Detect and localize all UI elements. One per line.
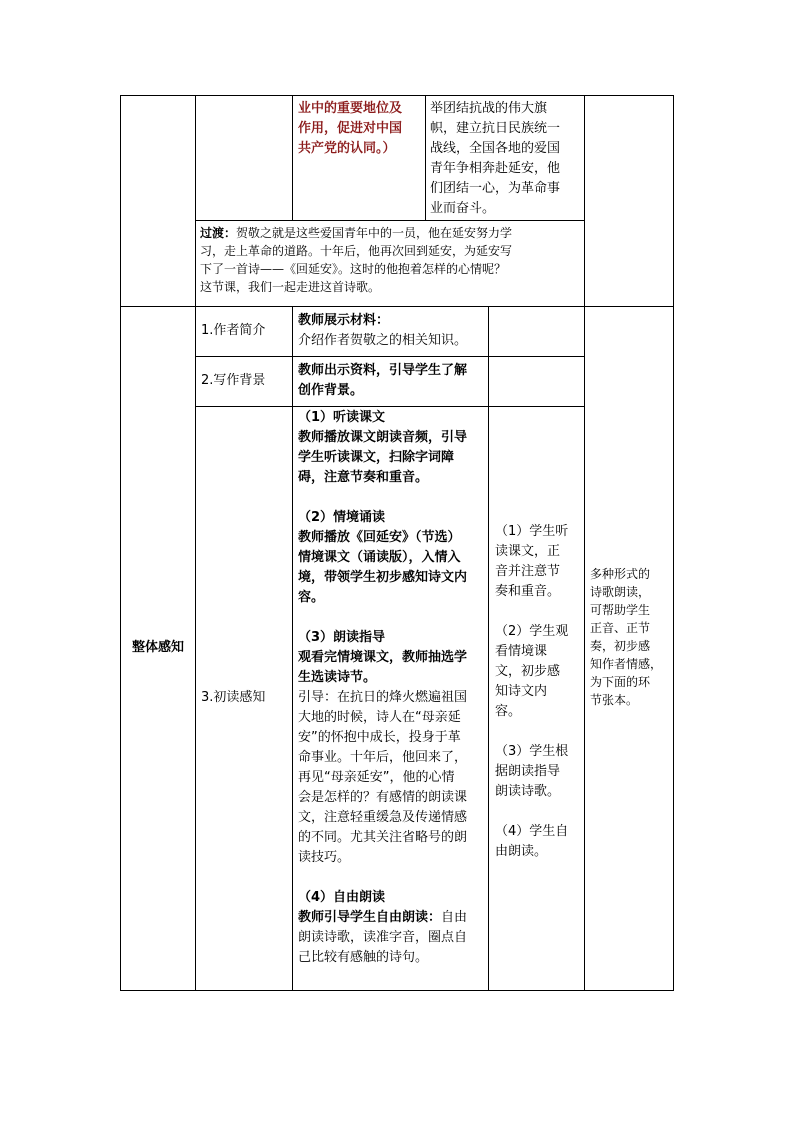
table-border [488,306,489,991]
text-line: 引导：在抗日的烽火燃遍祖国 [298,690,468,705]
text-line: （2）学生观 [495,624,569,639]
teacher-activity-reading [298,408,486,968]
text-line: 朗读诗歌，读准字音，圈点自 [298,930,468,945]
objective-cell [298,99,423,159]
text-line: 教师播放课文朗读音频，引导 [298,430,468,445]
step-author-intro: 1.作者简介 [201,323,266,338]
table-border [195,95,196,991]
text-line: （3）学生根 [495,744,569,759]
transition-cell [200,224,583,296]
text-line: 文，初步感 [495,664,561,679]
text-line: 贺敬之就是这些爱国青年中的一员，他在延安努力学 [236,226,513,240]
table-border [120,990,674,991]
text-line: 音并注意节 [495,564,561,579]
text-line: 奏和重音。 [495,584,561,599]
background-cell [430,99,582,219]
text-line: 正音、正节 [590,621,651,635]
text-line: 生选读诗节。 [298,670,377,685]
text-line: 教师出示资料，引导学生了解 [298,363,468,378]
text-line: 们团结一心，为革命事 [430,181,561,196]
text-line: 多种形式的 [590,567,651,581]
text-line: 由朗读。 [495,844,548,859]
text-line: （1）学生听 [495,524,569,539]
text-line: 可帮助学生 [590,603,651,617]
text-line: 容。 [495,704,522,719]
text-line: 这节课，我们一起走进这首诗歌。 [200,280,381,294]
text-line: 的不同。尤其关注省略号的朗 [298,830,468,845]
text-line: 朗读诗歌。 [495,784,561,799]
text-bold: 教师引导学生自由朗读： [298,910,442,925]
table-border [292,306,293,991]
table-border [673,95,674,991]
design-intent [590,565,672,709]
text-line: 教师展示材料： [298,313,390,328]
table-border [120,95,674,96]
text-line: 知作者情感， [590,657,663,671]
subheading: （2）情境诵读 [298,510,386,525]
text-line: 命事业。十年后，他回来了， [298,750,468,765]
text-line: 战线，全国各地的爱国 [430,141,561,156]
table-border [195,220,585,221]
table-border [425,95,426,221]
step-first-reading: 3.初读感知 [201,690,266,705]
transition-label: 过渡： [200,226,237,240]
table-border [292,95,293,221]
text-line: 介绍作者贺敬之的相关知识。 [298,333,468,348]
text-line: 帜，建立抗日民族统一 [430,121,561,136]
text-line: 学生听读课文，扫除字词障 [298,450,455,465]
text-line: 观看完情境课文，教师抽选学 [298,650,468,665]
text-line: 会是怎样的？有感情的朗读课 [298,790,468,805]
text-line: 情境课文（诵读版），入情入 [298,550,461,565]
table-border [195,406,585,407]
table-border [584,95,585,991]
table-border [120,306,674,307]
text-line: 文，注意轻重缓急及传递情感 [298,810,468,825]
text-line: 业中的重要地位及 [298,101,403,116]
step-background: 2.写作背景 [201,373,266,388]
section-name: 整体感知 [131,640,184,655]
text-line: 大地的时候，诗人在“母亲延 [298,710,461,725]
text-line: 创作背景。 [298,383,364,398]
text-line: 碍，注意节奏和重音。 [298,470,429,485]
subheading: （3）朗读指导 [298,630,386,645]
text-line: （4）学生自 [495,824,569,839]
text-line: 为下面的环 [590,675,651,689]
text-line: 容。 [298,590,325,605]
text-line: 教师播放《回延安》（节选） [298,530,461,545]
text-line: 青年争相奔赴延安，他 [430,161,561,176]
text-line: 下了一首诗——《回延安》。这时的他抱着怎样的心情呢？ [200,262,507,276]
subheading: （1）听读课文 [298,410,386,425]
text-line: 举团结抗战的伟大旗 [430,101,548,116]
table-border [195,356,585,357]
text-line: 知诗文内 [495,684,548,699]
text-line: 作用，促进对中国 [298,121,403,136]
subheading: （4）自由朗读 [298,890,386,905]
text-line: 再见“母亲延安”，他的心情 [298,770,455,785]
text-line: 读课文，正 [495,544,561,559]
text-line: 共产党的认同。） [298,141,396,156]
text-line: 节张本。 [590,693,639,707]
text-line: 据朗读指导 [495,764,561,779]
text-line: 习，走上革命的道路。十年后，他再次回到延安，为延安写 [200,244,513,258]
text-line: 境，带领学生初步感知诗文内 [298,570,468,585]
teacher-activity-author [298,311,486,351]
student-activity-reading [495,522,583,862]
text-line: 诗歌朗读， [590,585,651,599]
text-line: 己比较有感触的诗句。 [298,950,429,965]
text-line: 看情境课 [495,644,548,659]
text-line: 业而奋斗。 [430,201,496,216]
text-line: 安”的怀抱中成长，投身于革 [298,730,461,745]
text-line: 读技巧。 [298,850,351,865]
text-line: 自由 [441,910,468,925]
text-line: 奏，初步感 [590,639,651,653]
teacher-activity-background [298,361,486,401]
table-border [120,95,121,991]
